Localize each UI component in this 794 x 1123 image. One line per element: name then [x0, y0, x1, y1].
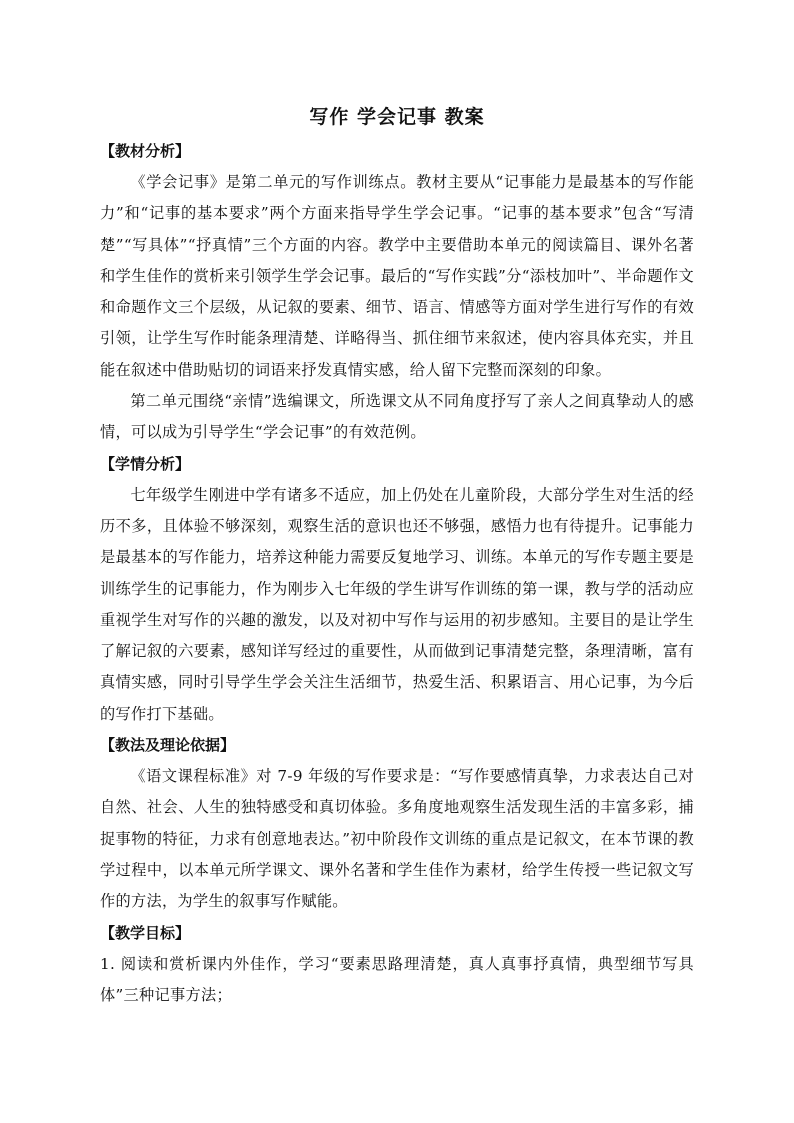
document-title: 写作 学会记事 教案: [309, 106, 485, 128]
section-heading: 【教材分析】: [100, 142, 191, 160]
paragraph: 七年级学生刚进中学有诸多不适应，加上仍处在儿童阶段，大部分学生对生活的经历不多，且体验不够深刻，观察生活的意识也还不够强，感悟力也有待提升。记事能力是最基本的写作能力，培养这种能力需要反复地学习、训练。本单元的写作专题主要是训练学生的记事能力，作为刚步入七年级的学生讲写作训练的第一课，教与学的活动应重视学生对写作的兴趣的激发，以及对初中写作与运用的初步感知。主要目的是让学生了解记叙的六要素，感知详写经过的重要性，从而做到记事清楚完整，条理清晰，富有真情实感，同时引导学生学会关注生活细节，热爱生活、积累语言、用心记事，为今后的写作打下基础。: [100, 485, 694, 723]
paragraph: 第二单元围绕“亲情”选编课文，所选课文从不同角度抒写了亲人之间真挚动人的感情，可以成为引导学生“学会记事”的有效范例。: [100, 392, 694, 442]
section-textbook-analysis: [100, 136, 694, 449]
paragraph: 《语文课程标准》对 7-9 年级的写作要求是：“写作要感情真挚，力求表达自己对自然、社会、人生的独特感受和真切体验。多角度地观察生活发现生活的丰富多彩，捕捉事物的特征，力求有创意地表达。”初中阶段作文训练的重点是记叙文，在本节课的教学过程中，以本单元所学课文、课外名著和学生佳作为素材，给学生传授一些记叙文写作的方法，为学生的叙事写作赋能。: [100, 767, 694, 911]
document-page: [100, 100, 694, 1011]
paragraph: 《学会记事》是第二单元的写作训练点。教材主要从“记事能力是最基本的写作能力”和“记事的基本要求”两个方面来指导学生学会记事。“记事的基本要求”包含“写清楚”“写具体”“抒真情”三个方面的内容。教学中主要借助本单元的阅读篇目、课外名著和学生佳作的赏析来引领学生学会记事。最后的“写作实践”分“添枝加叶”、半命题作文和命题作文三个层级，从记叙的要素、细节、语言、情感等方面对学生进行写作的有效引领，让学生写作时能条理清楚、详略得当、抓住细节来叙述，使内容具体充实，并且能在叙述中借助贴切的词语来抒发真情实感，给人留下完整而深刻的印象。: [100, 173, 694, 379]
section-teaching-goals: [100, 918, 694, 1012]
section-heading: 【学情分析】: [100, 454, 191, 473]
section-heading: 【教法及理论依据】: [100, 736, 236, 755]
goal-item: 1. 阅读和赏析课内外佳作，学习“要素思路理清楚，真人真事抒真情，典型细节写具体”三种记事方法；: [100, 954, 694, 1004]
section-teaching-method: [100, 730, 694, 917]
section-heading: 【教学目标】: [100, 923, 191, 942]
section-student-analysis: [100, 449, 694, 730]
